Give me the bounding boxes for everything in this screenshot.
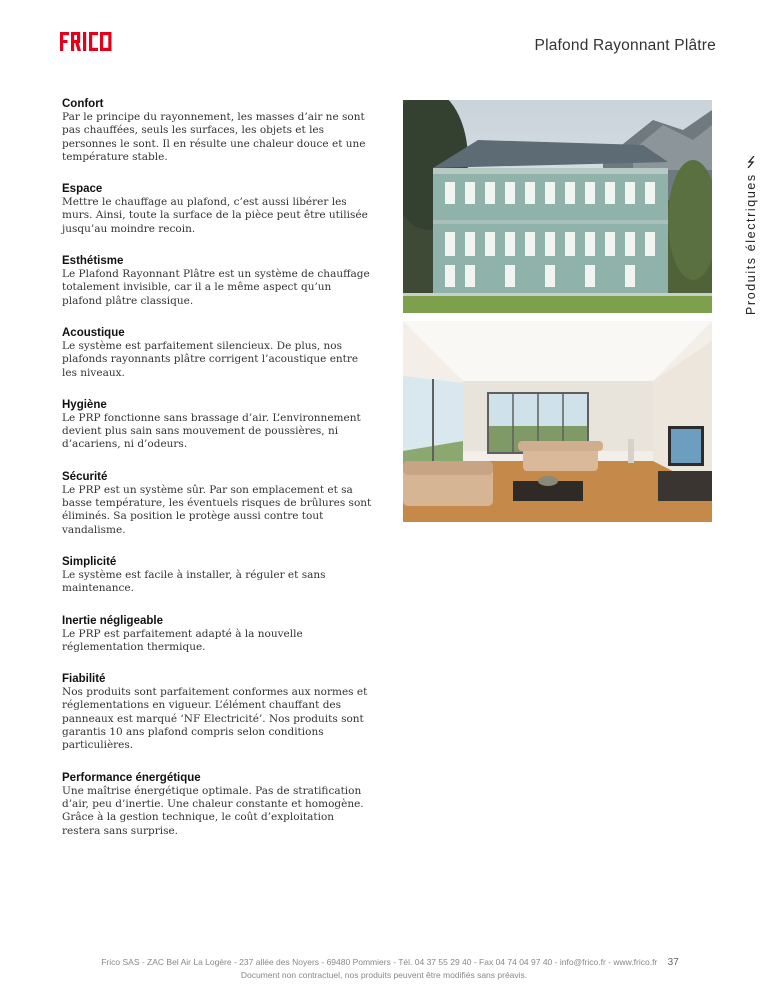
feature-esthetisme: [62, 254, 372, 308]
feature-body: Nos produits sont parfaitement conformes aux normes et réglementations en vigueur. L’élément chauffant des panneaux est marqué ‘NF Electricité’. Nos produits sont garantis 10 ans plafond compris selon conditions particulières.: [62, 686, 368, 752]
feature-heading: Confort: [62, 98, 104, 110]
feature-body: Le Plafond Rayonnant Plâtre est un système de chauffage totalement invisible, car il a le même aspect qu’un plafond plâtre classique.: [62, 268, 370, 307]
feature-heading: Performance énergétique: [62, 771, 201, 784]
feature-body: Le PRP est un système sûr. Par son emplacement et sa basse température, les éventuels risques de brûlures sont éliminés. Sa position le protège aussi contre tout vandalisme.: [62, 483, 372, 536]
footer-disclaimer: Document non contractuel, nos produits peuvent être modifiés sans préavis.: [240, 970, 528, 980]
feature-list: [62, 97, 372, 856]
feature-body: Le PRP fonctionne sans brassage d’air. L’environnement devient plus sain sans mouvement de poussières, ni d’acariens, ni d’odeurs.: [62, 411, 361, 451]
feature-securite: [62, 470, 372, 537]
feature-heading: Hygiène: [62, 398, 107, 411]
footer-address: Frico SAS - ZAC Bel Air La Logère - 237 allée des Noyers - 69480 Pommiers - Tél. 04 37 55 29 40 - Fax 04 74 04 97 40 - info@frico.fr - www.frico.fr: [101, 957, 658, 967]
feature-heading: Fiabilité: [62, 673, 106, 686]
feature-body: Le PRP est parfaitement adapté à la nouvelle réglementation thermique.: [62, 627, 303, 653]
page-footer: [0, 956, 768, 982]
feature-body: Mettre le chauffage au plafond, c’est aussi libérer les murs. Ainsi, toute la surface de la pièce peut être utilisée jusqu’au moindre recoin.: [62, 196, 368, 235]
feature-heading: Acoustique: [62, 326, 125, 339]
feature-hygiene: [62, 398, 372, 452]
side-category-label: [744, 156, 758, 315]
lightning-bolt-icon: [744, 156, 758, 168]
feature-heading: Simplicité: [62, 555, 117, 568]
page-title: Plafond Rayonnant Plâtre: [534, 37, 716, 54]
feature-body: Une maîtrise énergétique optimale. Pas de stratification d’air, peu d’inertie. Une chaleur constante et homogène. Grâce à la gestion technique, le coût d’exploitation restera sans surprise.: [62, 784, 364, 837]
feature-simplicite: [62, 555, 372, 596]
feature-inertie: [62, 614, 372, 655]
feature-fiabilite: [62, 672, 372, 752]
feature-acoustique: [62, 326, 372, 380]
feature-body: Le système est parfaitement silencieux. De plus, nos plafonds rayonnants plâtre corrigent l’acoustique entre les niveaux.: [62, 339, 359, 379]
living-room-photo: [403, 321, 712, 522]
frico-logo: [60, 31, 112, 52]
page-number: 37: [667, 957, 679, 968]
feature-heading: Sécurité: [62, 470, 108, 483]
side-category-text: Produits électriques: [744, 173, 758, 315]
feature-espace: [62, 182, 372, 236]
feature-body: Le système est facile à installer, à réguler et sans maintenance.: [62, 568, 326, 595]
building-photo: [403, 100, 712, 313]
feature-heading: Espace: [62, 183, 103, 196]
feature-heading: Esthétisme: [62, 255, 124, 268]
feature-confort: [62, 97, 372, 164]
feature-body: Par le principe du rayonnement, les masses d’air ne sont pas chauffées, seuls les surfaces, les objets et les personnes le sont. Il en résulte une chaleur douce et une température stable.: [62, 111, 366, 163]
feature-heading: Inertie négligeable: [62, 614, 163, 627]
feature-performance: [62, 771, 372, 838]
